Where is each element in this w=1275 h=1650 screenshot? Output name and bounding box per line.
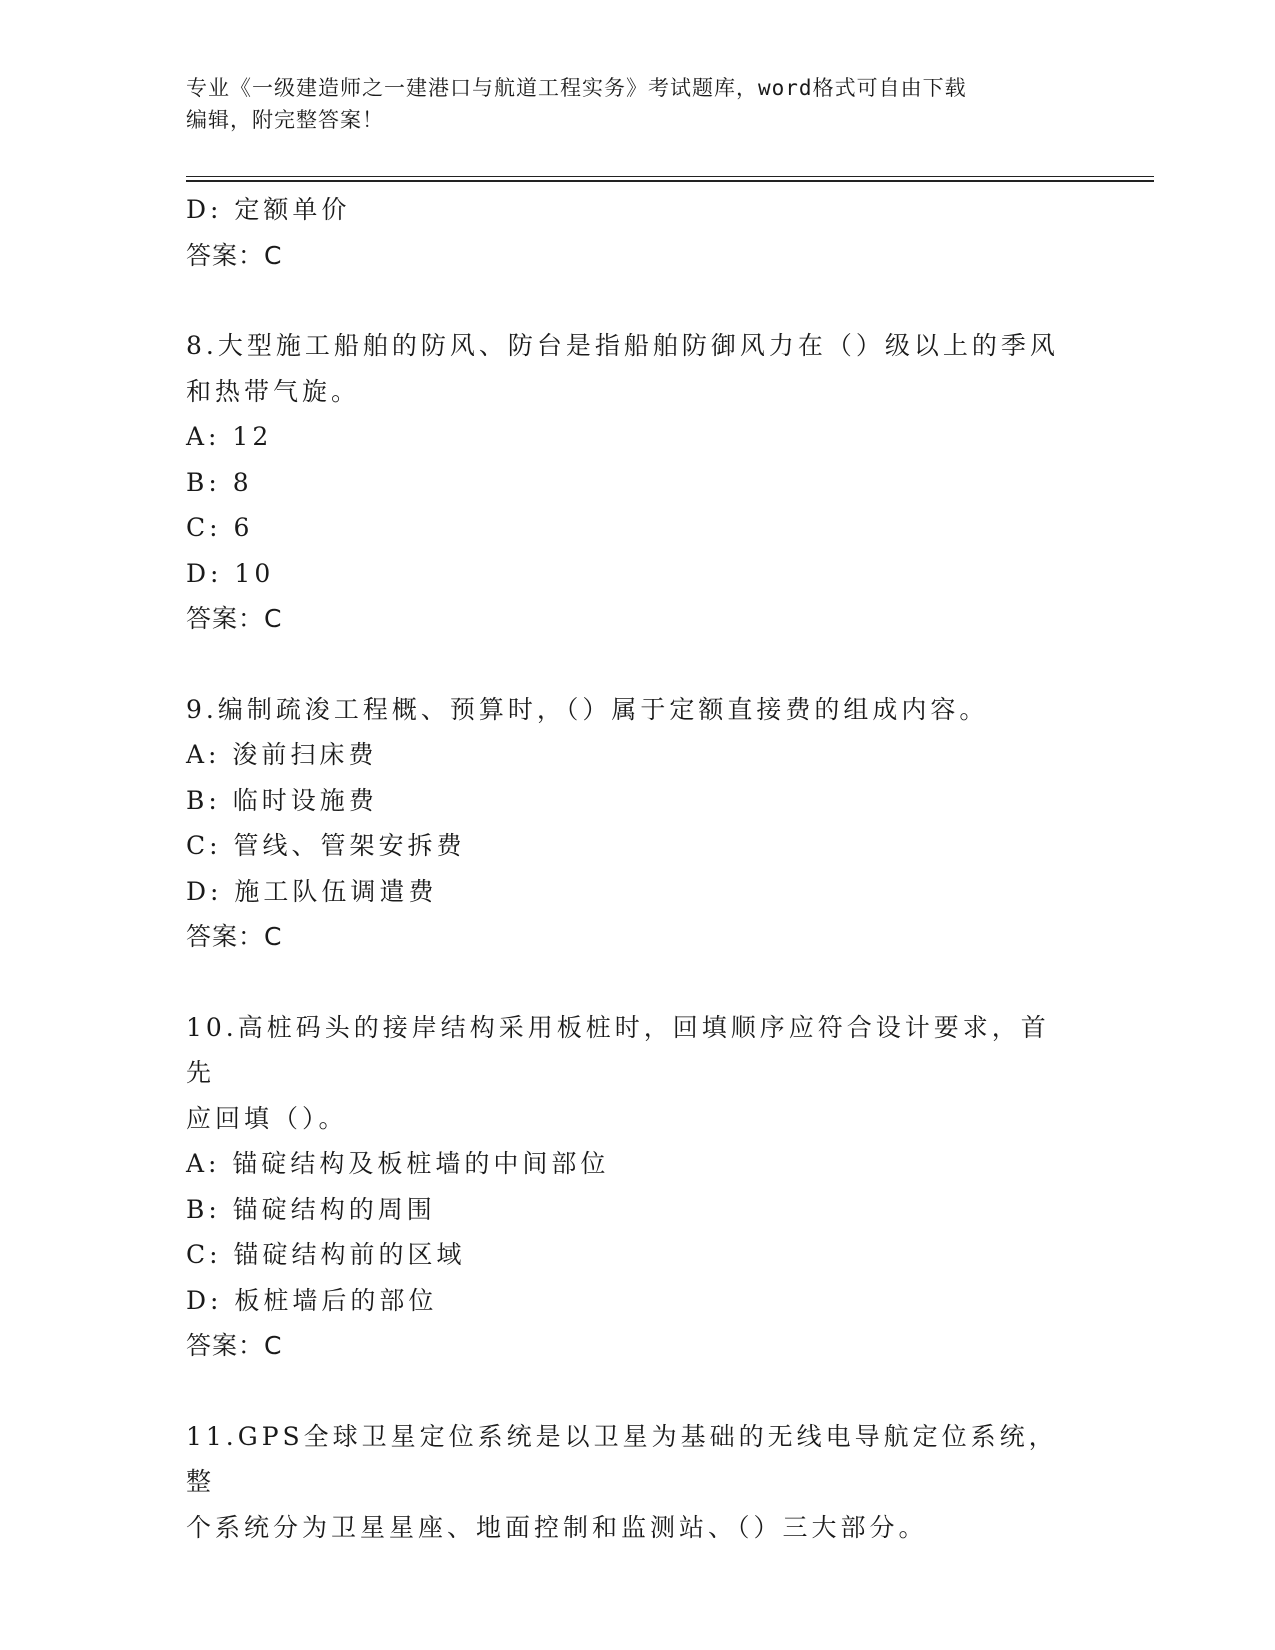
answer-label: 答案：C <box>186 240 283 270</box>
question-list <box>186 187 1086 1550</box>
question-8 <box>186 323 1086 642</box>
question-stem-line-1: 9.编制疏浚工程概、预算时，（）属于定额直接费的组成内容。 <box>186 694 989 724</box>
question-stem-line-2: 应回填（）。 <box>186 1103 348 1133</box>
option-d: D: 定额单价 <box>186 195 351 224</box>
answer-label: 答案：C <box>186 922 283 951</box>
header-line-2: 编辑，附完整答案！ <box>186 108 384 132</box>
option-d: D: 板桩墙后的部位 <box>186 1285 438 1315</box>
option-d: D: 施工队伍调遣费 <box>186 876 438 906</box>
question-10 <box>186 1005 1086 1369</box>
option-d: D: 10 <box>186 558 275 588</box>
question-stem <box>186 323 1066 414</box>
option-a: A: 浚前扫床费 <box>186 740 378 769</box>
option-c: C: 6 <box>186 513 254 542</box>
question-stem-line-1: 11.GPS全球卫星定位系统是以卫星为基础的无线电导航定位系统，整 <box>186 1421 1058 1496</box>
question-9 <box>186 687 1086 960</box>
question-stem <box>186 1005 1066 1142</box>
option-a: A: 锚碇结构及板桩墙的中间部位 <box>186 1149 610 1178</box>
question-stem <box>186 1414 1066 1551</box>
question-stem-line-2: 个系统分为卫星星座、地面控制和监测站、（）三大部分。 <box>186 1512 928 1542</box>
option-c: C: 管线、管架安拆费 <box>186 831 466 860</box>
question-stem-line-1: 8.大型施工船舶的防风、防台是指船舶防御风力在（）级以上的季风 <box>186 331 1059 360</box>
option-b: B: 临时设施费 <box>186 785 378 815</box>
option-c: C: 锚碇结构前的区域 <box>186 1240 466 1269</box>
document-header <box>186 72 1086 136</box>
option-b: B: 锚碇结构的周围 <box>186 1194 436 1224</box>
header-divider-thin <box>186 176 1154 177</box>
header-divider-thick <box>186 180 1154 182</box>
answer-label: 答案：C <box>186 1331 283 1360</box>
question-7-tail <box>186 187 1086 278</box>
answer-label: 答案：C <box>186 604 283 633</box>
question-11 <box>186 1414 1086 1551</box>
option-b: B: 8 <box>186 467 253 497</box>
question-stem-line-2: 和热带气旋。 <box>186 376 361 406</box>
header-line-1: 专业《一级建造师之一建港口与航道工程实务》考试题库，word格式可自由下载 <box>186 76 967 100</box>
option-a: A: 12 <box>186 422 273 451</box>
question-stem-line-1: 10.高桩码头的接岸结构采用板桩时，回填顺序应符合设计要求，首先 <box>186 1012 1050 1087</box>
question-stem <box>186 687 1066 733</box>
